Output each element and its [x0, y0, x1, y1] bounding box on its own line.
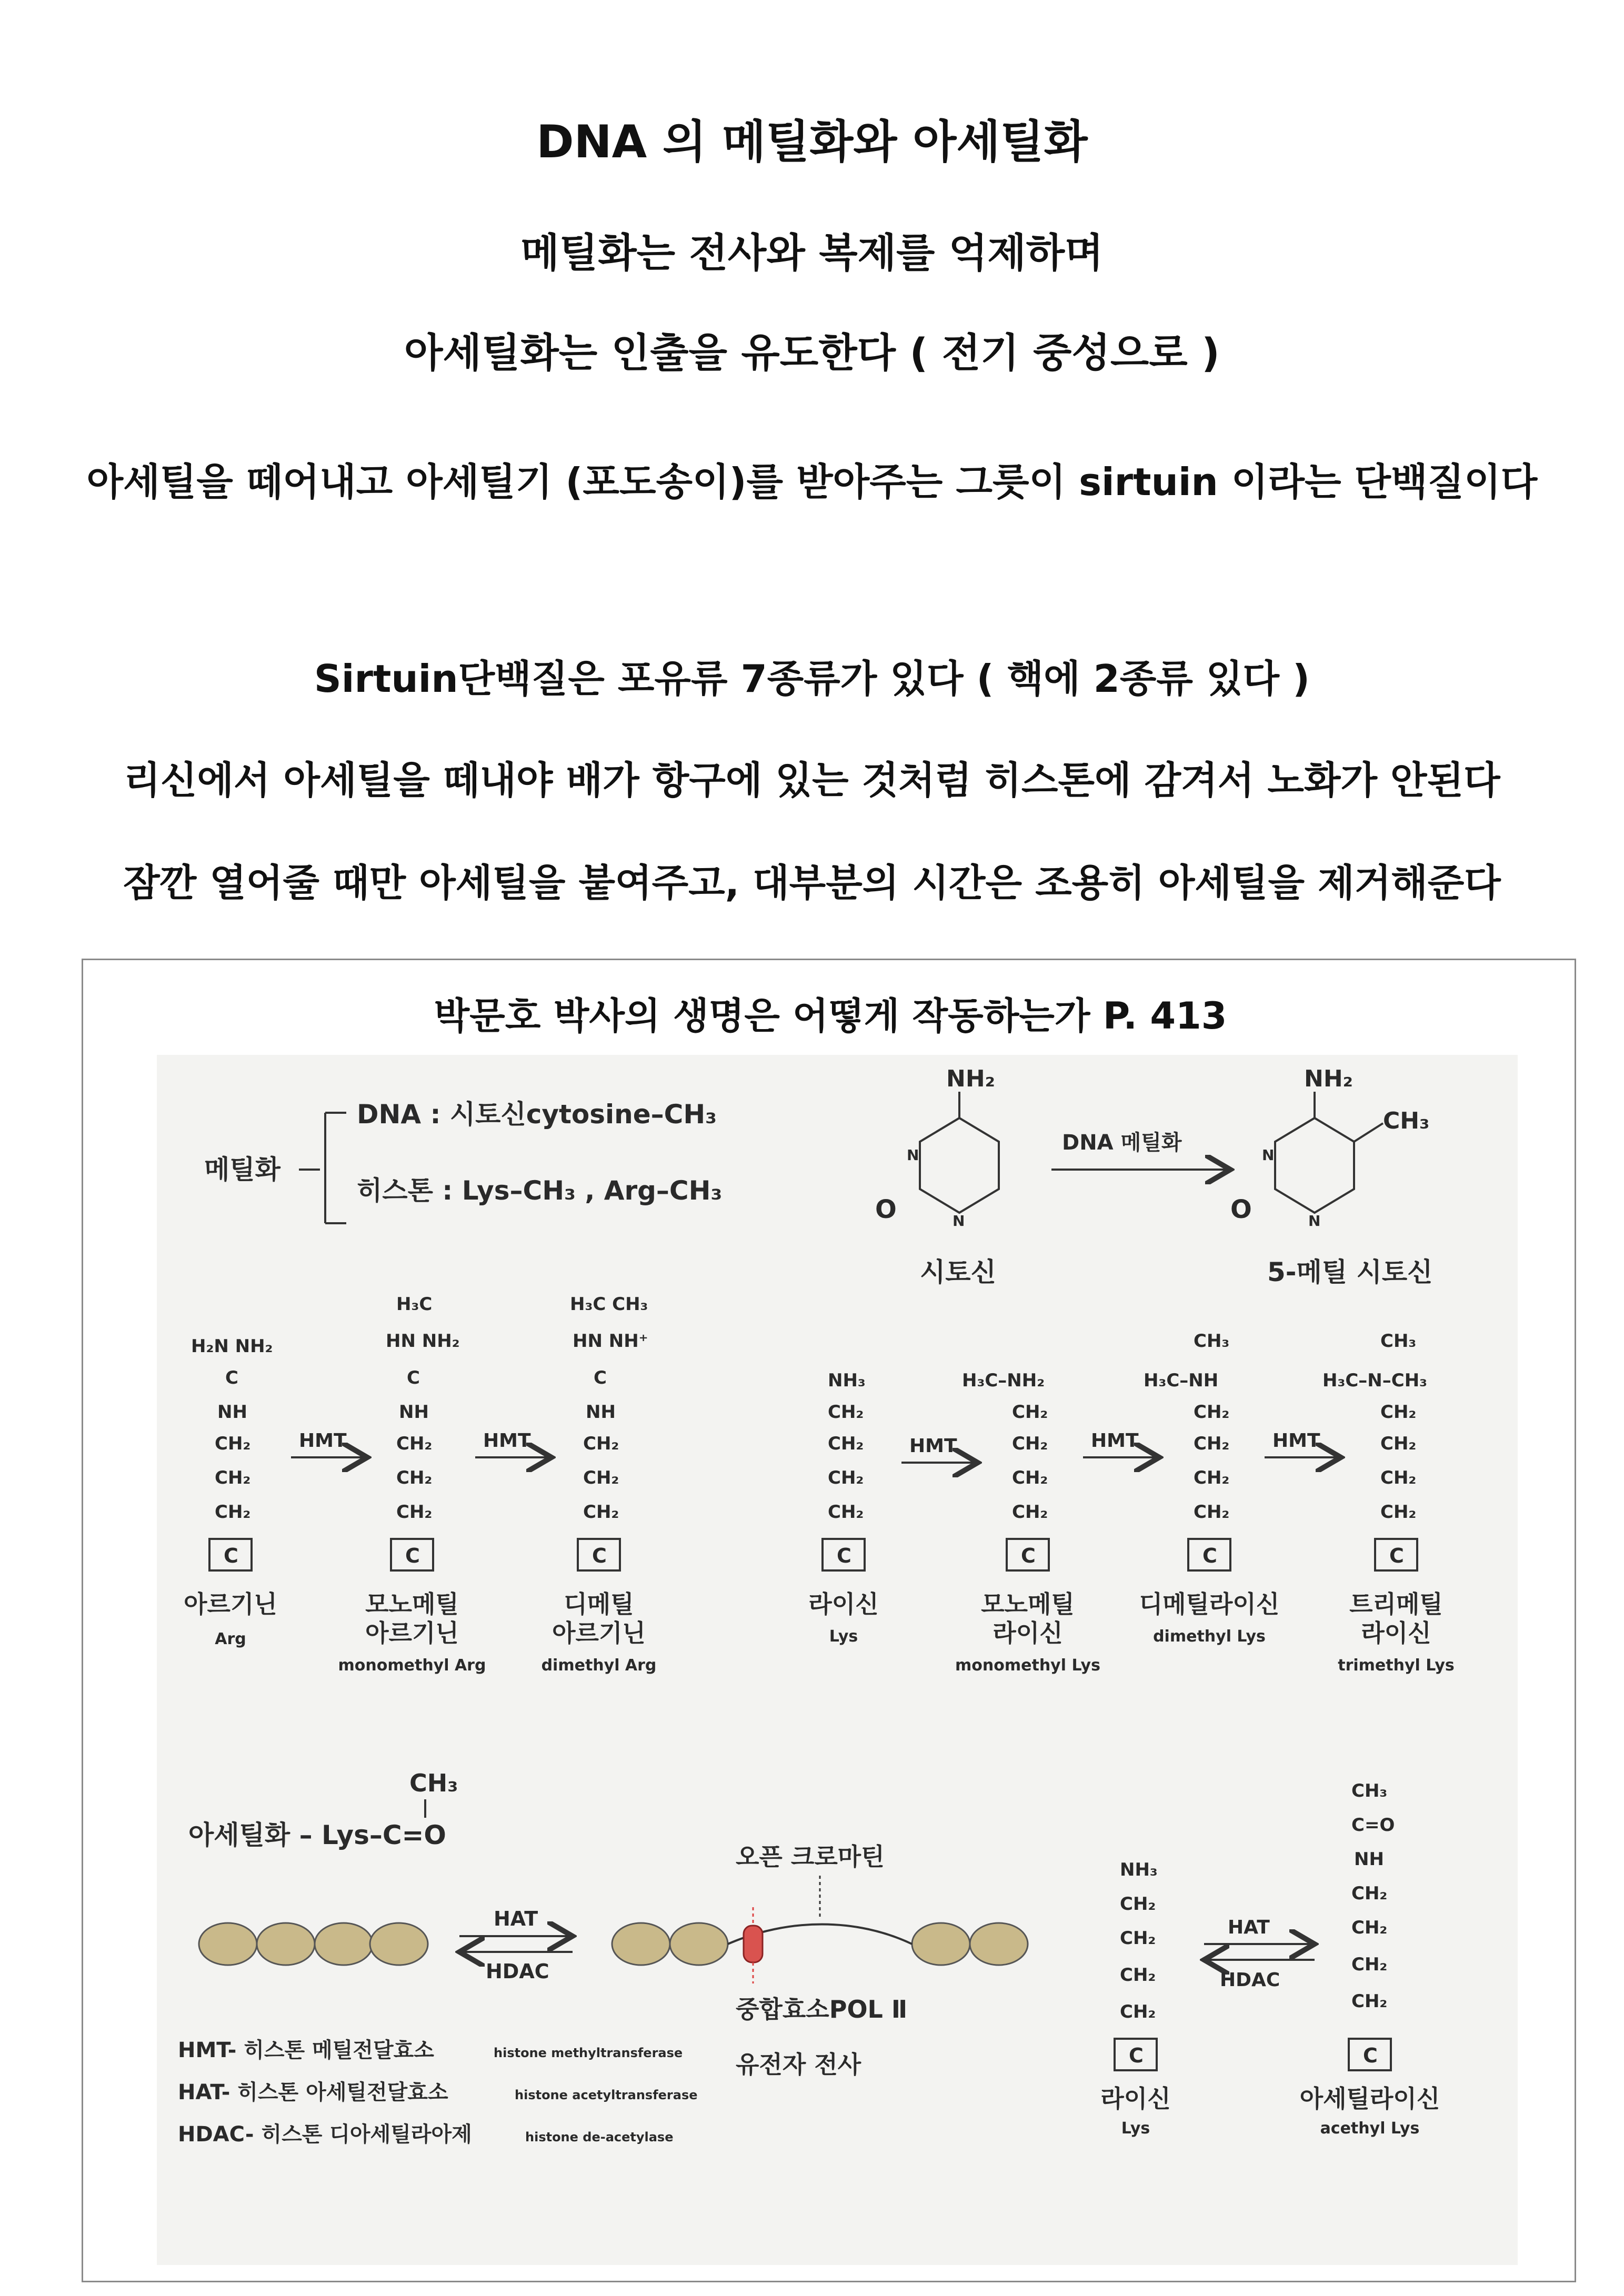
residue-en: Lys	[829, 1627, 858, 1646]
legend-hmt: HMT- 히스톤 메틸전달효소	[178, 2038, 434, 2062]
residue-sub: 라이신	[1361, 1619, 1431, 1647]
polymerase-label: 중합효소POL Ⅱ	[736, 1995, 908, 2023]
acetyllysine-name: 아세틸라이신	[1299, 2084, 1440, 2113]
svg-text:CH₂: CH₂	[1120, 1928, 1156, 1949]
svg-text:CH₂: CH₂	[215, 1502, 251, 1523]
residue-name: 모노메틸	[981, 1590, 1075, 1618]
cytosine-name: 시토신	[920, 1257, 996, 1287]
svg-text:CH₂: CH₂	[1351, 1917, 1388, 1938]
residue-name: 모노메틸	[365, 1590, 459, 1618]
acetyllysine-en: acethyl Lys	[1320, 2119, 1420, 2138]
acetylation-definition	[188, 1769, 458, 1850]
svg-text:CH₃: CH₃	[409, 1769, 458, 1797]
svg-text:CH₂: CH₂	[1380, 1402, 1417, 1423]
svg-text:HN NH⁺: HN NH⁺	[573, 1331, 648, 1352]
svg-text:C: C	[1363, 2044, 1378, 2067]
text-line-3: 아세틸을 떼어내고 아세틸기 (포도송이)를 받아주는 그릇이 sirtuin 이라는 단백질이다	[86, 460, 1538, 504]
residue-names	[184, 1590, 1455, 1675]
open-chromatin-label: 오픈 크로마틴	[736, 1842, 885, 1871]
svg-text:CH₂: CH₂	[1380, 1502, 1417, 1523]
residue-en: monomethyl Arg	[338, 1656, 486, 1675]
svg-text:CH₂: CH₂	[1194, 1433, 1230, 1454]
lysine-en: Lys	[1121, 2119, 1150, 2138]
legend-hat-en: histone acetyltransferase	[515, 2088, 698, 2102]
svg-text:H₃C CH₃: H₃C CH₃	[570, 1294, 648, 1315]
svg-text:CH₂: CH₂	[396, 1467, 433, 1488]
svg-text:CH₃: CH₃	[1380, 1331, 1417, 1352]
legend-hdac: HDAC- 히스톤 디아세틸라아제	[178, 2122, 472, 2147]
svg-text:NH₂: NH₂	[1304, 1065, 1353, 1092]
svg-text:CH₂: CH₂	[1351, 1883, 1388, 1904]
svg-text:CH₂: CH₂	[1012, 1433, 1048, 1454]
hmt-arrows	[291, 1430, 1341, 1463]
hat-label-2: HAT	[1228, 1917, 1270, 1938]
svg-text:NH₃: NH₃	[1120, 1859, 1158, 1880]
svg-text:CH₂: CH₂	[1351, 1954, 1388, 1975]
svg-text:NH₃: NH₃	[828, 1370, 866, 1391]
svg-text:CH₂: CH₂	[1380, 1433, 1417, 1454]
methylation-definition	[204, 1099, 722, 1223]
residue-sub: 아르기닌	[552, 1619, 646, 1647]
svg-text:H₃C–NH: H₃C–NH	[1144, 1370, 1219, 1391]
svg-text:NH: NH	[217, 1402, 247, 1423]
svg-text:CH₂: CH₂	[1120, 1965, 1156, 1986]
svg-text:C: C	[837, 1544, 851, 1567]
methylation-dna-line: DNA : 시토신cytosine–CH₃	[357, 1099, 717, 1130]
svg-text:C=O: C=O	[1351, 1815, 1395, 1836]
svg-text:N: N	[953, 1212, 965, 1230]
svg-text:C: C	[225, 1367, 238, 1388]
legend-hmt-en: histone methyltransferase	[494, 2046, 683, 2060]
figure-caption: 박문호 박사의 생명은 어떻게 작동하는가 P. 413	[434, 994, 1227, 1038]
text-line-4: Sirtuin단백질은 포유류 7종류가 있다 ( 핵에 2종류 있다 )	[314, 657, 1310, 701]
svg-text:N: N	[1262, 1146, 1275, 1164]
svg-text:N: N	[1308, 1212, 1321, 1230]
residue-en: dimethyl Lys	[1153, 1627, 1266, 1646]
svg-text:CH₂: CH₂	[1194, 1502, 1230, 1523]
svg-text:H₃C–NH₂: H₃C–NH₂	[962, 1370, 1045, 1391]
svg-text:O: O	[875, 1195, 897, 1224]
methyl-cytosine-name: 5-메틸 시토신	[1267, 1257, 1433, 1287]
svg-text:CH₂: CH₂	[215, 1467, 251, 1488]
svg-text:HN NH₂: HN NH₂	[386, 1331, 460, 1352]
legend-hat: HAT- 히스톤 아세틸전달효소	[178, 2080, 448, 2104]
svg-text:CH₂: CH₂	[828, 1502, 864, 1523]
residue-sub: 아르기닌	[365, 1619, 459, 1647]
svg-text:CH₂: CH₂	[215, 1433, 251, 1454]
svg-text:C: C	[407, 1367, 420, 1388]
residue-name: 트리메틸	[1349, 1590, 1443, 1618]
svg-text:CH₃: CH₃	[1351, 1780, 1388, 1801]
residue-name: 디메틸라이신	[1139, 1590, 1280, 1618]
svg-text:CH₂: CH₂	[1194, 1402, 1230, 1423]
svg-text:NH₂: NH₂	[946, 1065, 995, 1092]
text-line-1: 메틸화는 전사와 복제를 억제하며	[520, 229, 1104, 276]
svg-text:CH₂: CH₂	[828, 1402, 864, 1423]
svg-text:NH: NH	[1354, 1849, 1384, 1870]
svg-text:CH₂: CH₂	[396, 1433, 433, 1454]
hdac-label: HDAC	[486, 1960, 549, 1983]
svg-text:C: C	[1129, 2044, 1144, 2067]
svg-text:CH₂: CH₂	[1120, 1894, 1156, 1915]
residue-sub: 라이신	[993, 1619, 1063, 1647]
svg-text:CH₂: CH₂	[583, 1502, 619, 1523]
svg-text:DNA 메틸화: DNA 메틸화	[1062, 1131, 1182, 1155]
page-title: DNA 의 메틸화와 아세틸화	[536, 116, 1088, 168]
hat-label: HAT	[494, 1907, 538, 1930]
hmt-label-1: HMT	[299, 1430, 347, 1452]
text-line-5: 리신에서 아세틸을 떼내야 배가 항구에 있는 것처럼 히스톤에 감겨서 노화가 안된다	[124, 758, 1500, 802]
svg-text:CH₂: CH₂	[396, 1502, 433, 1523]
svg-text:CH₂: CH₂	[828, 1433, 864, 1454]
methyl-cytosine-structure	[1230, 1065, 1432, 1287]
residue-en: Arg	[215, 1630, 246, 1648]
dna-methylation-arrow	[1051, 1131, 1230, 1170]
svg-text:H₂N NH₂: H₂N NH₂	[191, 1336, 273, 1357]
svg-text:CH₂: CH₂	[1012, 1402, 1048, 1423]
legend-hdac-en: histone de-acetylase	[525, 2130, 674, 2144]
textbook-figure	[157, 1055, 1518, 2265]
residue-boxes	[209, 1539, 1417, 1570]
transcription-label: 유전자 전사	[736, 2050, 861, 2079]
hmt-label-3: HMT	[909, 1435, 957, 1457]
figure-frame	[82, 959, 1576, 2282]
svg-text:H₃C–N–CH₃: H₃C–N–CH₃	[1322, 1370, 1428, 1391]
hmt-label-2: HMT	[483, 1430, 531, 1452]
svg-text:CH₂: CH₂	[583, 1467, 619, 1488]
svg-text:O: O	[1230, 1195, 1252, 1224]
svg-text:NH: NH	[399, 1402, 429, 1423]
svg-text:CH₂: CH₂	[583, 1433, 619, 1454]
residue-en: trimethyl Lys	[1338, 1656, 1455, 1675]
svg-text:CH₂: CH₂	[1012, 1467, 1048, 1488]
text-line-6: 잠깐 열어줄 때만 아세틸을 붙여주고, 대부분의 시간은 조용히 아세틸을 제거해준다	[123, 861, 1501, 905]
lysine-name: 라이신	[1100, 2084, 1171, 2113]
svg-text:CH₂: CH₂	[828, 1467, 864, 1488]
svg-text:CH₂: CH₂	[1380, 1467, 1417, 1488]
hmt-label-4: HMT	[1091, 1430, 1139, 1452]
svg-text:C: C	[405, 1544, 420, 1567]
residue-name: 아르기닌	[184, 1590, 277, 1618]
svg-text:CH₃: CH₃	[1194, 1331, 1230, 1352]
enzyme-legend	[178, 2038, 698, 2147]
residue-name: 디메틸	[564, 1590, 634, 1618]
residue-en: dimethyl Arg	[541, 1656, 657, 1675]
svg-text:N: N	[907, 1146, 919, 1164]
svg-text:C: C	[224, 1544, 238, 1567]
hdac-label-2: HDAC	[1220, 1969, 1280, 1991]
methylation-label: 메틸화	[204, 1154, 280, 1185]
svg-text:C: C	[1389, 1544, 1404, 1567]
svg-text:CH₂: CH₂	[1120, 2001, 1156, 2022]
svg-text:NH: NH	[586, 1402, 616, 1423]
acetylation-label: 아세틸화 – Lys–C=O	[188, 1820, 446, 1850]
svg-text:C: C	[594, 1367, 607, 1388]
svg-text:CH₃: CH₃	[1383, 1107, 1430, 1134]
svg-text:CH₂: CH₂	[1351, 1991, 1388, 2012]
svg-text:CH₂: CH₂	[1012, 1502, 1048, 1523]
svg-text:C: C	[1202, 1544, 1217, 1567]
text-line-2: 아세틸화는 인출을 유도한다 ( 전기 중성으로 )	[404, 329, 1220, 376]
lysine-acetylation	[1100, 1780, 1440, 2138]
hmt-label-5: HMT	[1272, 1430, 1320, 1452]
residue-en: monomethyl Lys	[955, 1656, 1100, 1675]
svg-text:C: C	[1021, 1544, 1036, 1567]
methylation-histone-line: 히스톤 : Lys–CH₃ , Arg–CH₃	[357, 1175, 723, 1206]
svg-text:H₃C: H₃C	[396, 1294, 433, 1315]
svg-text:C: C	[592, 1544, 607, 1567]
svg-text:CH₂: CH₂	[1194, 1467, 1230, 1488]
cytosine-structure	[875, 1065, 999, 1287]
residue-name: 라이신	[808, 1590, 879, 1618]
methylation-series	[191, 1294, 1427, 1523]
